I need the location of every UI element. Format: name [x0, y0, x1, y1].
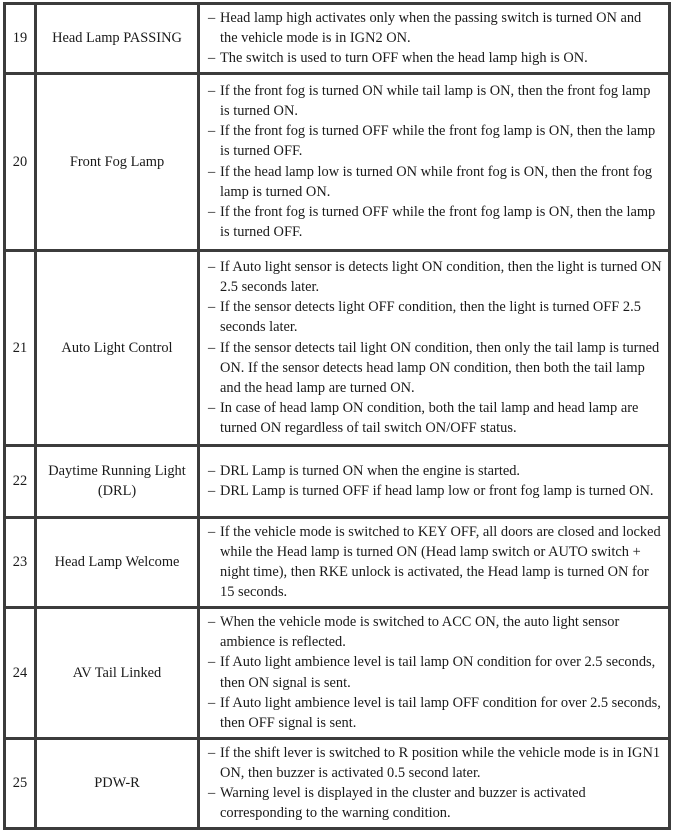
description-item: – If the sensor detects tail light ON condition, then only the tail lamp is turned ON. If the sensor detects head lamp ON condition, then both the tail lamp and the head lamp are turned ON.: [208, 338, 662, 399]
table-row: [5, 4, 670, 74]
table-row: [5, 607, 670, 738]
description-item: – If the shift lever is switched to R position while the vehicle mode is in IGN1 ON, then buzzer is activated 0.5 second later.: [208, 743, 662, 783]
function-description: [199, 445, 670, 517]
description-item: – If Auto light ambience level is tail lamp ON condition for over 2.5 seconds, then ON signal is sent.: [208, 652, 662, 692]
function-name: AV Tail Linked: [36, 607, 199, 738]
table-row: [5, 73, 670, 250]
function-spec-table: [3, 2, 671, 830]
function-name: Head Lamp Welcome: [36, 517, 199, 607]
description-item: – If the front fog is turned OFF while the front fog lamp is ON, then the lamp is turned OFF.: [208, 121, 662, 161]
description-item: – The switch is used to turn OFF when the head lamp high is ON.: [208, 48, 662, 68]
table-row: [5, 445, 670, 517]
function-name: Front Fog Lamp: [36, 73, 199, 250]
row-number: 21: [5, 250, 36, 445]
row-number: 20: [5, 73, 36, 250]
description-item: – DRL Lamp is turned OFF if head lamp low or front fog lamp is turned ON.: [208, 481, 662, 501]
function-description: [199, 738, 670, 828]
description-item: – DRL Lamp is turned ON when the engine is started.: [208, 461, 662, 481]
description-item: – If Auto light ambience level is tail lamp OFF condition for over 2.5 seconds, then OFF signal is sent.: [208, 693, 662, 733]
table-row: [5, 517, 670, 607]
row-number: 22: [5, 445, 36, 517]
function-name: PDW-R: [36, 738, 199, 828]
row-number: 23: [5, 517, 36, 607]
description-item: – In case of head lamp ON condition, both the tail lamp and head lamp are turned ON regardless of tail switch ON/OFF status.: [208, 398, 662, 438]
description-item: – When the vehicle mode is switched to ACC ON, the auto light sensor ambience is reflected.: [208, 612, 662, 652]
row-number: 19: [5, 4, 36, 74]
function-description: [199, 517, 670, 607]
table-row: [5, 250, 670, 445]
table-row: [5, 738, 670, 828]
description-item: – If the sensor detects light OFF condition, then the light is turned OFF 2.5 seconds later.: [208, 297, 662, 337]
function-description: [199, 250, 670, 445]
function-description: [199, 607, 670, 738]
description-item: – If the front fog is turned OFF while the front fog lamp is ON, then the lamp is turned OFF.: [208, 202, 662, 242]
description-item: – If Auto light sensor is detects light ON condition, then the light is turned ON 2.5 seconds later.: [208, 257, 662, 297]
description-item: – Warning level is displayed in the cluster and buzzer is activated corresponding to the warning condition.: [208, 783, 662, 823]
description-item: – Head lamp high activates only when the passing switch is turned ON and the vehicle mode is in IGN2 ON.: [208, 8, 662, 48]
description-item: – If the head lamp low is turned ON while front fog is ON, then the front fog lamp is turned ON.: [208, 162, 662, 202]
row-number: 25: [5, 738, 36, 828]
function-name: Daytime Running Light (DRL): [36, 445, 199, 517]
description-item: – If the front fog is turned ON while tail lamp is ON, then the front fog lamp is turned ON.: [208, 81, 662, 121]
function-description: [199, 4, 670, 74]
description-item: – If the vehicle mode is switched to KEY OFF, all doors are closed and locked while the Head lamp is turned ON (Head lamp switch or AUTO switch + night time), then RKE unlock is activated, the Head lamp is turned ON for 15 seconds.: [208, 522, 662, 603]
function-name: Auto Light Control: [36, 250, 199, 445]
function-name: Head Lamp PASSING: [36, 4, 199, 74]
function-description: [199, 73, 670, 250]
row-number: 24: [5, 607, 36, 738]
